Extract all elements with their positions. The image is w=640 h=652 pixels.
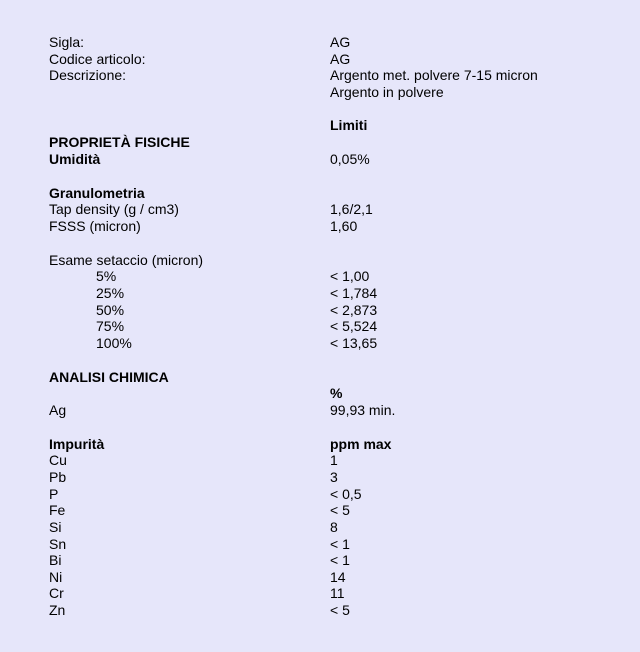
impurita-item-value: < 1 <box>330 552 350 568</box>
impurita-item-label: Pb <box>49 469 67 485</box>
setaccio-item-row <box>0 268 640 285</box>
impurita-item-value: < 1 <box>330 536 350 552</box>
impurita-item-label: Bi <box>49 552 62 568</box>
granulometria-row <box>0 185 640 202</box>
impurita-item-label: Si <box>49 519 62 535</box>
setaccio-item-value: < 13,65 <box>330 335 378 351</box>
impurita-item-label: Zn <box>49 602 66 618</box>
percent-heading: % <box>330 385 343 401</box>
setaccio-item-label: 50% <box>96 302 125 318</box>
impurita-item-value: 14 <box>330 569 346 585</box>
granulometria-item-row <box>0 201 640 218</box>
setaccio-item-value: < 1,784 <box>330 285 378 301</box>
setaccio-item-label: 75% <box>96 318 125 334</box>
setaccio-item-value: < 2,873 <box>330 302 378 318</box>
impurita-item-label: P <box>49 486 59 502</box>
impurita-item-row <box>0 469 640 486</box>
impurita-item-value: 1 <box>330 452 338 468</box>
limiti-row <box>0 117 640 134</box>
limiti-heading: Limiti <box>330 117 368 133</box>
setaccio-item-row <box>0 318 640 335</box>
impurita-item-row <box>0 502 640 519</box>
impurita-item-label: Ni <box>49 569 63 585</box>
setaccio-item-value: < 5,524 <box>330 318 378 334</box>
granulometria-item-value: 1,6/2,1 <box>330 201 373 217</box>
granulometria-item-label: Tap density (g / cm3) <box>49 201 179 217</box>
impurita-item-label: Fe <box>49 502 66 518</box>
proprieta-fisiche-row <box>0 134 640 151</box>
umidita-row <box>0 151 640 168</box>
setaccio-item-row <box>0 302 640 319</box>
impurita-heading-row <box>0 436 640 453</box>
codice-value: AG <box>330 51 351 67</box>
impurita-label: Impurità <box>49 436 105 452</box>
descrizione-row <box>0 67 640 84</box>
impurita-item-label: Cr <box>49 585 64 601</box>
setaccio-item-label: 5% <box>96 268 117 284</box>
codice-row <box>0 51 640 68</box>
sigla-value: AG <box>330 34 351 50</box>
setaccio-item-label: 25% <box>96 285 125 301</box>
umidita-label: Umidità <box>49 151 101 167</box>
sigla-label: Sigla: <box>49 34 85 50</box>
descrizione-row-2 <box>0 84 640 101</box>
granulometria-item-row <box>0 218 640 235</box>
setaccio-item-row <box>0 335 640 352</box>
codice-label: Codice articolo: <box>49 51 146 67</box>
impurita-item-row <box>0 536 640 553</box>
setaccio-title-row <box>0 252 640 269</box>
impurita-item-row <box>0 552 640 569</box>
impurita-item-value: 11 <box>330 585 345 601</box>
setaccio-item-value: < 1,00 <box>330 268 370 284</box>
impurita-item-row <box>0 602 640 619</box>
impurita-item-value: 3 <box>330 469 338 485</box>
impurita-item-value: < 0,5 <box>330 486 362 502</box>
umidita-value: 0,05% <box>330 151 370 167</box>
descrizione-value-2: Argento in polvere <box>330 84 444 100</box>
analisi-chimica-title: ANALISI CHIMICA <box>49 369 169 385</box>
ag-value: 99,93 min. <box>330 402 396 418</box>
setaccio-item-row <box>0 285 640 302</box>
ag-row <box>0 402 640 419</box>
percent-row <box>0 385 640 402</box>
impurita-item-value: < 5 <box>330 502 350 518</box>
granulometria-title: Granulometria <box>49 185 145 201</box>
descrizione-value-1: Argento met. polvere 7-15 micron <box>330 67 538 83</box>
impurita-item-label: Sn <box>49 536 67 552</box>
impurita-item-row <box>0 452 640 469</box>
setaccio-item-label: 100% <box>96 335 132 351</box>
descrizione-label: Descrizione: <box>49 67 127 83</box>
impurita-item-value: 8 <box>330 519 338 535</box>
impurita-item-row <box>0 519 640 536</box>
analisi-chimica-row <box>0 369 640 386</box>
impurita-unit: ppm max <box>330 436 392 452</box>
impurita-item-label: Cu <box>49 452 67 468</box>
impurita-item-row <box>0 585 640 602</box>
granulometria-item-label: FSSS (micron) <box>49 218 141 234</box>
setaccio-title: Esame setaccio (micron) <box>49 252 204 268</box>
impurita-item-row <box>0 569 640 586</box>
ag-label: Ag <box>49 402 67 418</box>
impurita-item-value: < 5 <box>330 602 350 618</box>
granulometria-item-value: 1,60 <box>330 218 358 234</box>
proprieta-fisiche-title: PROPRIETÀ FISICHE <box>49 134 190 150</box>
impurita-item-row <box>0 486 640 503</box>
sigla-row <box>0 34 640 51</box>
